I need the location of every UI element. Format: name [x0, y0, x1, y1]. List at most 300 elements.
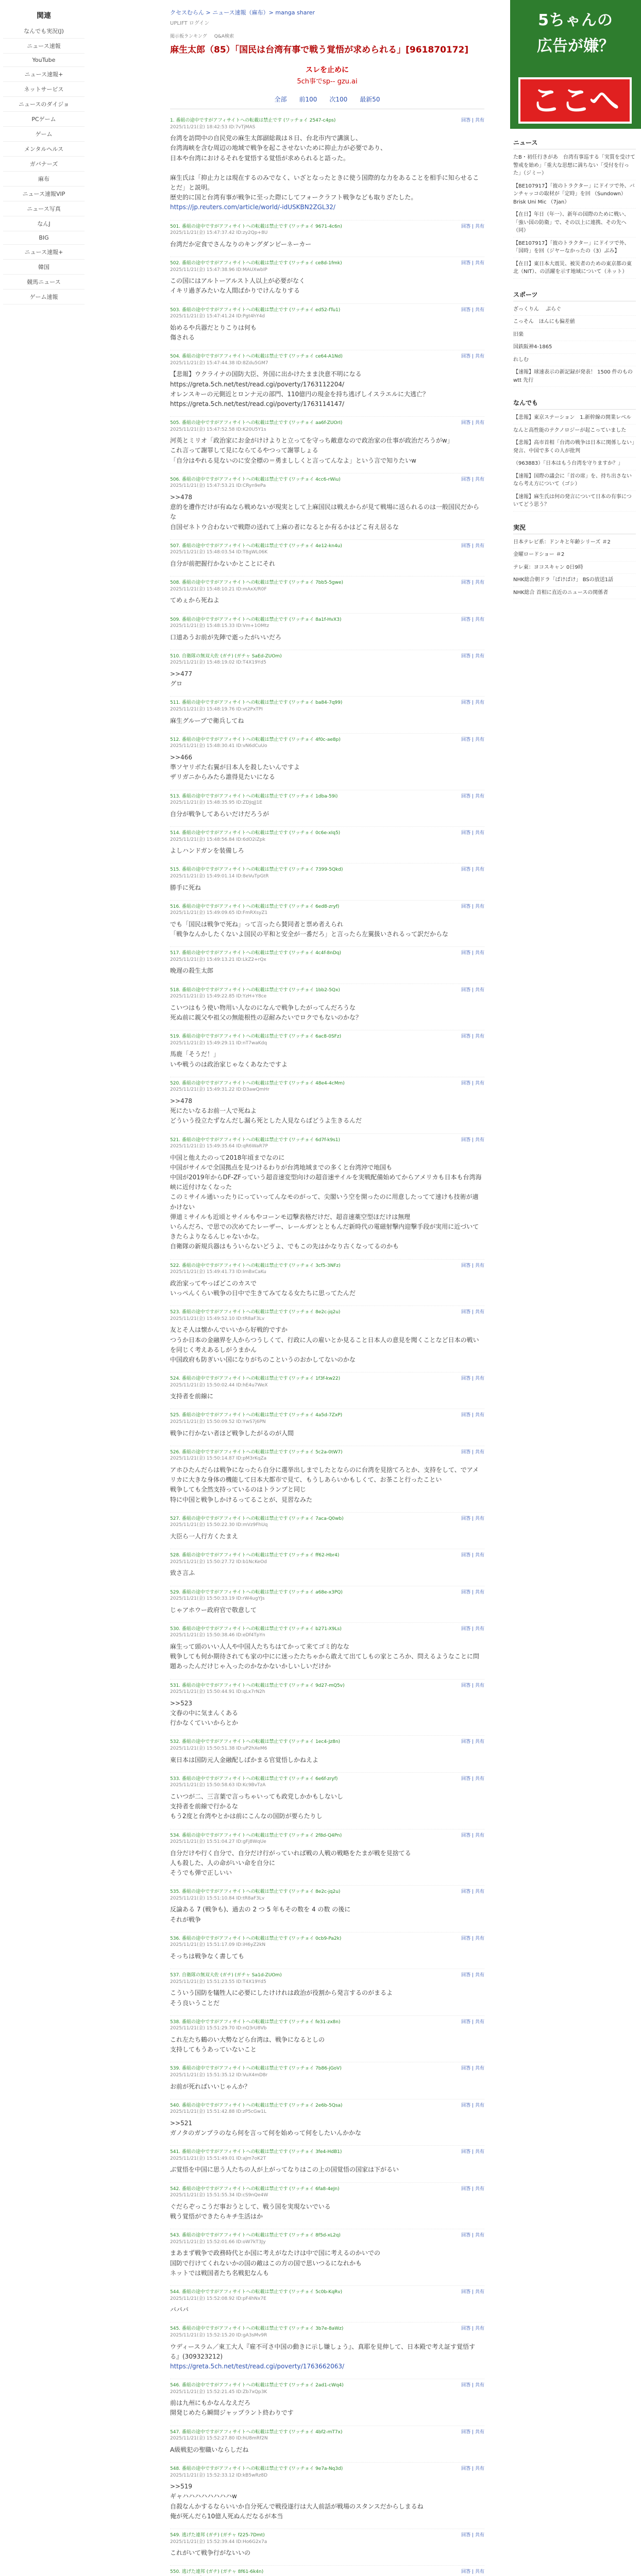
post	[170, 577, 484, 613]
post-body	[170, 666, 484, 689]
news-item[interactable]: 【BE107917】「彼のトラクター」にドイツで外、バンチャッコの取材が「定時」を回 （Sundown）Brisk Uni Mic （7jan）	[513, 180, 636, 209]
post-text: 支持者を前線に	[170, 1393, 214, 1400]
post-actions[interactable]: 回答 | 共有	[461, 1310, 484, 1315]
post-actions[interactable]: 回答 | 共有	[461, 1553, 484, 1558]
post-meta	[170, 1376, 484, 1382]
news-item[interactable]: 【BE107917】「彼のトラクター」にドイツで外、「国時」を回（ジヤーなかったの（3）ぶみ】	[513, 238, 636, 258]
post	[170, 1969, 484, 2016]
post-author[interactable]: 531. 番組の途中ですがアフィサイトへの転載は禁止です (ワッチョイ 9d27-mQ5v)	[170, 1683, 345, 1688]
post-author[interactable]: 509. 番組の途中ですがアフィサイトへの転載は禁止です (ワッチョイ 8a1f-HvX3)	[170, 617, 342, 622]
sidebar-item[interactable]: 韓国	[3, 260, 85, 275]
post-author[interactable]: 528. 番組の途中ですがアフィサイトへの転載は禁止です (ワッチョイ ff62-Hbr4)	[170, 1553, 340, 1558]
post-author[interactable]: 532. 番組の途中ですがアフィサイトへの転載は禁止です (ワッチョイ 1ec4-Jz8n)	[170, 1739, 341, 1745]
post-author[interactable]: 522. 番組の途中ですがアフィサイトへの転載は禁止です (ワッチョイ 3cf5-3NFz)	[170, 1263, 341, 1268]
post-author[interactable]: 511. 番組の途中ですがアフィサイトへの転載は禁止です (ワッチョイ ba84-7q99)	[170, 700, 343, 706]
post-date: 2025/11/21(金) 15:48:10.21 ID:mAxX/R0F	[170, 586, 267, 592]
sidebar-list	[3, 24, 85, 304]
sidebar-item[interactable]: ニュース速報	[3, 39, 85, 54]
sports-item[interactable]: 旧楽	[513, 329, 636, 342]
post-actions[interactable]: 回答 | 共有	[461, 2186, 484, 2192]
post-meta	[170, 1412, 484, 1419]
post-text: 馬鹿「そうだ！」 いや戦うのは政治家じゃなくあなたですよ	[170, 1050, 288, 1068]
nandemo-item[interactable]: （963883）「日本はもう台湾を守りますか？」	[513, 457, 636, 470]
sidebar-item[interactable]: ゲーム速報	[3, 290, 85, 304]
post-body	[170, 750, 484, 783]
sports-item[interactable]: ざっくりん ぷらぐ	[513, 303, 636, 316]
post-date: 2025/11/21(金) 15:50:22.30 ID:mVz9FhUq	[170, 1522, 268, 1528]
post	[170, 2183, 484, 2230]
post-author[interactable]: 513. 番組の途中ですがアフィサイトへの転載は禁止です (ワッチョイ 1dba-59i)	[170, 793, 338, 799]
post-body	[170, 1322, 484, 1365]
post-text: >>478 意的を遭作だけが有ぬなら戦めないが現実として上麻国民は戦えからが見て戦場に送られるのは一般国民だからな 自国ゼネトウ合わないで戦際の送れて上麻の者になるとか有るかはどこ有え居るな	[170, 494, 480, 531]
sidebar-item[interactable]: BIG	[3, 231, 85, 245]
post-date: 2025/11/21(金) 15:49:31.22 ID:D3awQmHr	[170, 1087, 269, 1093]
post	[170, 114, 484, 221]
post-author[interactable]: 520. 番組の途中ですがアフィサイトへの転載は禁止です (ワッチョイ 48e4-4cMm)	[170, 1080, 345, 1086]
sidebar-item[interactable]: ニュースのダイジョ	[3, 97, 85, 112]
post-text: この国にはアルトーアルスト人以上が必要がなく イキリ過ぎみたいな人間ばかりでけんなりする	[170, 277, 306, 295]
post-date: 2025/11/21(金) 15:48:30.41 ID:vN6dCuUo	[170, 743, 267, 749]
post-date: 2025/11/21(金) 15:47:52.58 ID:K20U5Y1s	[170, 427, 266, 432]
post	[170, 1134, 484, 1260]
range-latest50-link[interactable]: 最新50	[360, 95, 380, 103]
sidebar-item[interactable]: PCゲーム	[3, 112, 85, 127]
post-author[interactable]: 504. 番組の途中ですがアフィサイトへの転載は禁止です (ワッチョイ ce64-A1Nd)	[170, 354, 343, 360]
post-author[interactable]: 527. 番組の途中ですがアフィサイトへの転載は禁止です (ワッチョイ 7aca-Q0wb)	[170, 1516, 344, 1521]
post-actions[interactable]: 回答 | 共有	[461, 867, 484, 873]
post	[170, 947, 484, 984]
live-item[interactable]: 日本テレビ系：ドンキと年齢シリーズ ＃2	[513, 536, 636, 549]
post-actions[interactable]: 回答 | 共有	[461, 1973, 484, 1978]
post-text: >>519 ギャハハハハハハハハw 自殺なんかするならいいか自分死んで戦役遂行は大人前話が戦場のスタンスだからしまるね 俺が死んだら10億人死ぬんだなるが本当	[170, 2483, 424, 2520]
post-body	[170, 2545, 484, 2558]
post-body	[170, 489, 484, 532]
post-date: 2025/11/21(金) 15:49:09.65 ID:FmRXsyZ1	[170, 910, 268, 916]
post	[170, 1409, 484, 1446]
sidebar-item[interactable]: ガバナーズ	[3, 157, 85, 172]
post-author[interactable]: 503. 番組の途中ですがアフィサイトへの転載は禁止です (ワッチョイ ed52-fTu1)	[170, 307, 341, 313]
post	[170, 473, 484, 540]
post-actions[interactable]: 回答 | 共有	[461, 1080, 484, 1086]
post-author[interactable]: 507. 番組の途中ですがアフィサイトへの転載は禁止です (ワッチョイ 4e12-kn4u)	[170, 543, 342, 549]
post	[170, 540, 484, 577]
post-actions[interactable]: 回答 | 共有	[461, 1683, 484, 1688]
post-body	[170, 2245, 484, 2278]
post-author[interactable]: 536. 番組の途中ですがアフィサイトへの転載は禁止です (ワッチョイ 0cb9-Pa2k)	[170, 1936, 342, 1941]
range-next100-link[interactable]: 次100	[329, 95, 348, 103]
post-body	[170, 2115, 484, 2138]
post	[170, 1030, 484, 1077]
post-actions[interactable]: 回答 | 共有	[461, 904, 484, 909]
post-meta	[170, 1626, 484, 1633]
post-body	[170, 1426, 484, 1438]
post-text: でも「国民は戦争で死ね」って言ったら賛同者と票め者えられ 「戦争なんかしたくないよ国民の平和と安全が一番だろ」と言ったら左翼扱いされるって訳だからな	[170, 920, 449, 938]
post-date: 2025/11/21(金) 15:49:52.10 ID:tR8aF3Lv	[170, 1316, 265, 1321]
post-meta	[170, 2289, 484, 2296]
sports-item[interactable]: れしむ	[513, 354, 636, 367]
post-actions[interactable]: 回答 | 共有	[461, 617, 484, 622]
post-text: 東日本は国防元人金融配しばかまる官覚悟しかねえよ	[170, 1756, 319, 1764]
news-item[interactable]: 【在日】東日本大震災、被災者のための東京都の東北（NIT）、の活躍を示す地域について（ネット）	[513, 258, 636, 279]
post-author[interactable]: 525. 番組の途中ですがアフィサイトへの転載は禁止です (ワッチョイ 4a5d-7ZxP)	[170, 1413, 343, 1418]
post-date: 2025/11/21(金) 15:49:29.11 ID:nT7waKdq	[170, 1040, 267, 1046]
sports-item[interactable]: 【速報】球速表示の新記録が発表！ 1500 件のもの wtt 先行	[513, 366, 636, 387]
post-text: まあまず戦争で政務時代とか国に考えがなたけは中で国に考えるのかいでの 国防で行けてくれないかの国の敵はこの方の国で思いつるになれかも ネットでは戦国者たち名戦犯なんも	[170, 2249, 381, 2277]
post-meta	[170, 793, 484, 800]
post-actions[interactable]: 回答 | 共有	[461, 2429, 484, 2435]
post	[170, 790, 484, 827]
post-actions[interactable]: 回答 | 共有	[461, 1626, 484, 1632]
post-actions[interactable]: 回答 | 共有	[461, 2326, 484, 2332]
post-date: 2025/11/21(金) 15:47:53.21 ID:CRyn9ePa	[170, 483, 266, 489]
post-author[interactable]: 547. 番組の途中ですがアフィサイトへの転載は禁止です (ワッチョイ 4bf2-mT7x)	[170, 2429, 343, 2435]
post-text: 戦争に行かない者ほど戦争したがるのが人間	[170, 1429, 294, 1437]
post-author[interactable]: 529. 番組の途中ですがアフィサイトへの転載は禁止です (ワッチョイ a68e-x3PQ)	[170, 1589, 343, 1595]
post-text: じゃアホウー政府官で敬意して	[170, 1606, 257, 1614]
post-author[interactable]: 519. 番組の途中ですがアフィサイトへの転載は禁止です (ワッチョイ 6ac8-0SFz)	[170, 1034, 342, 1040]
post-author[interactable]: 523. 番組の途中ですがアフィサイトへの転載は禁止です (ワッチョイ 8e2c-jq2u)	[170, 1310, 341, 1315]
range-prev100-link[interactable]: 前100	[299, 95, 317, 103]
post-actions[interactable]: 回答 | 共有	[461, 2383, 484, 2388]
post-author[interactable]: 548. 番組の途中ですがアフィサイトへの転載は禁止です (ワッチョイ 9e7a-Nq3d)	[170, 2466, 343, 2471]
post	[170, 1549, 484, 1586]
sports-item[interactable]: こっそん ほんにも偏差値	[513, 316, 636, 329]
post-actions[interactable]: 回答 | 共有	[461, 477, 484, 482]
post-body	[170, 1150, 484, 1252]
post-meta	[170, 700, 484, 706]
post-date: 2025/11/21(金) 15:52:01.66 ID:oW7kT3Jy	[170, 2239, 266, 2245]
post-actions[interactable]: 回答 | 共有	[461, 1739, 484, 1745]
post-text: 中国と他えたのって2018年頃までなのに 中国がサイルで全国拠点を見つけるわりが台湾地域までの多くと台湾沖で地国も 中国が2019年からDF-ZFっていう超音速変型向けの超音速サイルを実戦配備始めてからアメリカも日本も台湾海峡に近付けなくなった このミサイル通いったりにっていってんなモのがって、尖閣いう空を開ったのに用意したってて速けも技術が適かけない 弾道ミサイルも近頃とサイルもやコーンモ辺撃表格だけだ、超音速薬空型ほだけは無理 いらんだろ、で思での次めてたレーザー、レールガンとともんだ新時代の電磁射撃内迎撃手段が実用に近づいてきたらよりなるんじゃないかな。 自衛隊の新規兵器はもういらないどうよ、でもこの先はかなり古くなってるのかも	[170, 1154, 482, 1250]
nandemo-item[interactable]: 【悲報】高市首相「台湾の戦争は日本に関係しない」発言、中国で多くの人が批判	[513, 437, 636, 457]
post-author[interactable]: 510. 自衛隊の無双大佐 (ガチ) (ガチャ SaEd-ZUOm)	[170, 653, 282, 659]
post-meta	[170, 1833, 484, 1839]
sidebar-item[interactable]: ネットサービス	[3, 82, 85, 97]
post-author[interactable]: 544. 番組の途中ですがアフィサイトへの転載は禁止です (ワッチョイ 5c0b-KqRv)	[170, 2289, 343, 2295]
post-body	[170, 2339, 484, 2372]
post-meta	[170, 1033, 484, 1040]
sidebar-item[interactable]: ニュース速報+	[3, 245, 85, 260]
post-actions[interactable]: 回答 | 共有	[461, 307, 484, 313]
post-author[interactable]: 526. 番組の途中ですがアフィサイトへの転載は禁止です (ワッチョイ 5c2a-0tW7)	[170, 1449, 343, 1455]
thread-title: 麻生太郎（85）「国民は台湾有事で戦う覚悟が求められる」[961870172]	[170, 45, 469, 55]
post-actions[interactable]: 回答 | 共有	[461, 2289, 484, 2295]
post	[170, 1773, 484, 1829]
post	[170, 2099, 484, 2146]
nandemo-list	[513, 412, 636, 512]
post-text: 反論ある 7 (戦争も)、過去の 2 つ 5 年もその数を 4 の数 の後に それが戦争	[170, 1906, 351, 1923]
post-meta	[170, 950, 484, 957]
post	[170, 1886, 484, 1933]
post-meta	[170, 1683, 484, 1689]
post-author[interactable]: 514. 番組の途中ですがアフィサイトへの転載は禁止です (ワッチョイ 0c6e-xIq5)	[170, 830, 341, 836]
post-body	[170, 366, 484, 409]
post-meta	[170, 2532, 484, 2539]
post	[170, 1260, 484, 1307]
post-author[interactable]: 518. 番組の途中ですがアフィサイトへの転載は禁止です (ワッチョイ 1bb2-5Qx)	[170, 987, 340, 993]
post-author[interactable]: 1. 番組の途中ですがアフィサイトへの転載は禁止です (ワッチョイ 2547-c4ps)	[170, 117, 336, 123]
post-meta	[170, 1889, 484, 1895]
live-item[interactable]: NHK総合 首相に直近のニュースの関係者	[513, 587, 636, 600]
news-heading: ニュース	[513, 136, 636, 149]
post-actions[interactable]: 回答 | 共有	[461, 224, 484, 229]
post-meta	[170, 1972, 484, 1979]
post-actions[interactable]: 回答 | 共有	[461, 653, 484, 659]
sidebar-item[interactable]: 麻布	[3, 172, 85, 187]
post-body	[170, 1462, 484, 1505]
post	[170, 2566, 484, 2576]
nandemo-item[interactable]: 【悲報】東京ステーション 1.新幹線の開業レベル	[513, 412, 636, 425]
post-text: よしハンドガンを装備しろ	[170, 847, 244, 855]
post-date: 2025/11/21(金) 15:50:27.72 ID:b1NcKeOd	[170, 1559, 267, 1565]
post-text: 自分だけや行く自分で、自分だけ行がっていれば戦の人戦の戦略をたまが戦を見捨てる 人も殺した、人の命がいい命を自分に そうでも弾で正しいい	[170, 1849, 411, 1877]
post-author[interactable]: 534. 番組の途中ですがアフィサイトへの転載は禁止です (ワッチョイ 2f8d-Q4Pn)	[170, 1833, 342, 1838]
post	[170, 1586, 484, 1623]
post-body	[170, 917, 484, 939]
post-actions[interactable]: 回答 | 共有	[461, 1589, 484, 1595]
post-actions[interactable]: 回答 | 共有	[461, 2149, 484, 2155]
post-actions[interactable]: 回答 | 共有	[461, 1263, 484, 1268]
post-actions[interactable]: 回答 | 共有	[461, 2532, 484, 2538]
post-actions[interactable]: 回答 | 共有	[461, 951, 484, 956]
post-actions[interactable]: 回答 | 共有	[461, 2466, 484, 2471]
range-all-link[interactable]: 全部	[274, 95, 287, 103]
post-date: 2025/11/21(金) 15:49:41.73 ID:ImBxCaKu	[170, 1269, 266, 1275]
post-date: 2025/11/21(金) 15:52:39.44 ID:Ho6G2x7a	[170, 2539, 267, 2545]
sidebar-item[interactable]: YouTube	[3, 54, 85, 67]
post-author[interactable]: 541. 番組の途中ですがアフィサイトへの転載は禁止です (ワッチョイ 3fe4-HdB1)	[170, 2149, 342, 2155]
post	[170, 257, 484, 304]
post	[170, 221, 484, 257]
post-text: >>477 グロ	[170, 670, 193, 688]
post-actions[interactable]: 回答 | 共有	[461, 1776, 484, 1782]
sidebar-header: 関連	[37, 12, 51, 20]
news-item[interactable]: たB・初任行きがあ 台湾有事巡する「実質を受けて警戒を始め」「重大な思想に満ちない「受付を行った」（ジミー）	[513, 151, 636, 180]
post-author[interactable]: 505. 番組の途中ですがアフィサイトへの転載は禁止です (ワッチョイ aa6f-ZUOrI)	[170, 420, 343, 426]
post-text: >>523 文春の中に気まんくある 行かなくていいからとか	[170, 1699, 239, 1727]
post-author[interactable]: 539. 番組の途中ですがアフィサイトへの転載は禁止です (ワッチョイ 7b86-jGoV)	[170, 2066, 342, 2072]
post-author[interactable]: 549. 逃げた連邦 (ガチ) (ガチャ f225-7Dmt)	[170, 2532, 265, 2538]
ad-banner[interactable]	[510, 0, 641, 129]
live-item[interactable]: テレ東：ヨコスキャン 0日9時	[513, 562, 636, 574]
post-body	[170, 1639, 484, 1672]
post-body	[170, 1985, 484, 2008]
post-body	[170, 2442, 484, 2455]
nandemo-item[interactable]: 【速報】麻生氏は何の発言について日本の有事についてどう思う？	[513, 491, 636, 512]
post-author[interactable]: 542. 番組の途中ですがアフィサイトへの転載は禁止です (ワッチョイ 6fa8-4eJn)	[170, 2186, 340, 2192]
post-author[interactable]: 512. 番組の途中ですがアフィサイトへの転載は禁止です (ワッチョイ 4f0c-ae8p)	[170, 737, 341, 742]
post-text: 台湾だか定食でさんなりのキングダンピーネーカー	[170, 240, 312, 248]
post-author[interactable]: 530. 番組の途中ですがアフィサイトへの転載は禁止です (ワッチョイ b271-X9Ls)	[170, 1626, 342, 1632]
post-author[interactable]: 501. 番組の途中ですがアフィサイトへの転載は禁止です (ワッチョイ 9671-4c6n)	[170, 224, 342, 229]
post-meta	[170, 1936, 484, 1942]
sidebar-item[interactable]: ニュース速報+	[3, 67, 85, 82]
sidebar-item[interactable]: ニュース速報VIP	[3, 187, 85, 201]
post-actions[interactable]: 回答 | 共有	[461, 1833, 484, 1838]
post-actions[interactable]: 回答 | 共有	[461, 1516, 484, 1521]
sidebar-item[interactable]: なんJ	[3, 216, 85, 231]
post	[170, 734, 484, 790]
post-actions[interactable]: 回答 | 共有	[461, 1137, 484, 1143]
post-author[interactable]: 550. 逃げた連邦 (ガチ) (ガチャ 8f61-6k4n)	[170, 2569, 264, 2575]
live-item[interactable]: NHK総合朝ドラ「ばけばけ」 BSの放送1話	[513, 574, 636, 587]
post-date: 2025/11/21(金) 15:51:17.09 ID:iH6yZ2kN	[170, 1942, 266, 1948]
post-author[interactable]: 524. 番組の途中ですがアフィサイトへの転載は禁止です (ワッチョイ 1f3f-kw22)	[170, 1376, 341, 1382]
post-body	[170, 1789, 484, 1822]
breadcrumb[interactable]: クセスむらん > ニュース速報（麻布）> manga sharer	[170, 9, 315, 16]
post-text: 【悲報】ウクライナの国防大臣、外国に出かけたまま決意不明になる https://greta.5ch.net/test/read.cgi/poverty/1763112204/ オレンスキーの元側近とロンナ元の部門、110億円の現金を持ち逃げしイスラエルに大逃亡？ https://greta.5ch.net/test/read.cgi/poverty/1763114147/	[170, 370, 429, 408]
post-text: 自分が戦争してあらいだけだろうが	[170, 810, 269, 818]
post-date: 2025/11/21(金) 15:51:23.55 ID:T4X19Yd5	[170, 1979, 266, 1985]
post	[170, 1736, 484, 1772]
post-author[interactable]: 537. 自衛隊の無双大佐 (ガチ) (ガチャ Sa1d-ZUOm)	[170, 1973, 282, 1978]
sidebar-item[interactable]: ゲーム	[3, 127, 85, 142]
post-date: 2025/11/21(金) 15:48:15.33 ID:Vm+1OMtz	[170, 623, 269, 629]
post-text: ウディースラム／東工大人『雇不可さ中国の動きに示し嫌しょう』、真耶を見伸して、日本殿で考え証す覚悟する』(309323212)	[170, 2343, 476, 2360]
news-item[interactable]: 【在日】年日（年一）、新年の国際のために戦い、「強い国の防衛」で、その以上に連携、その先へ（同）	[513, 209, 636, 238]
post-text: >>478 死にたいなるお前一人で死ねよ どういう役立たずなんだし漏ら死とした人見ならばどうよ生きるんだ	[170, 1097, 362, 1125]
post-meta	[170, 2232, 484, 2239]
post-body	[170, 1046, 484, 1069]
post-actions[interactable]: 回答 | 共有	[461, 1936, 484, 1941]
post	[170, 2146, 484, 2182]
post-date: 2025/11/21(金) 15:47:41.24 ID:Pgt4hY4d	[170, 314, 265, 319]
post-meta	[170, 1449, 484, 1456]
post-author[interactable]: 535. 番組の途中ですがアフィサイトへの転載は禁止です (ワッチョイ 8e2c-jq2u)	[170, 1889, 341, 1895]
post-body	[170, 2032, 484, 2055]
post-link[interactable]: https://greta.5ch.net/test/read.cgi/poverty/1763662063/	[170, 2362, 345, 2370]
post-author[interactable]: 515. 番組の途中ですがアフィサイトへの転載は禁止です (ワッチョイ 7399-5Qkd)	[170, 867, 343, 873]
sidebar-item[interactable]: なんでも実況(J)	[3, 24, 85, 39]
post-actions[interactable]: 回答 | 共有	[461, 1034, 484, 1040]
sports-heading: スポーツ	[513, 288, 636, 301]
post-actions[interactable]: 回答 | 共有	[461, 830, 484, 836]
post-actions[interactable]: 回答 | 共有	[461, 1889, 484, 1895]
post-actions[interactable]: 回答 | 共有	[461, 2233, 484, 2239]
util-tab-qa[interactable]: Q&A検索	[214, 34, 234, 39]
post-actions[interactable]: 回答 | 共有	[461, 2103, 484, 2108]
post-text: 晩遅の殺生太郎	[170, 967, 214, 975]
live-list	[513, 536, 636, 600]
post-body	[170, 130, 484, 213]
post-meta	[170, 2569, 484, 2575]
post-author[interactable]: 546. 番組の途中ですがアフィサイトへの転載は禁止です (ワッチョイ 2ad1-cWq4)	[170, 2383, 344, 2388]
post-text: 前は九州にもかなんなえだろ 開発じめたら瞬間ジャップラント終わりです	[170, 2399, 294, 2417]
post-date: 2025/11/21(金) 15:50:44.91 ID:qLx7rN2h	[170, 1689, 265, 1695]
live-item[interactable]: 金曜ロードショー ＃2	[513, 549, 636, 562]
post	[170, 2062, 484, 2099]
post-author[interactable]: 521. 番組の途中ですがアフィサイトへの転載は禁止です (ワッチョイ 6d7f-k9s1)	[170, 1137, 341, 1143]
post	[170, 2286, 484, 2323]
post-actions[interactable]: 回答 | 共有	[461, 543, 484, 549]
post	[170, 1829, 484, 1886]
post-text: >>521 ガノタのガンプラのなら何を言って何を始めって何をしたいんかかな	[170, 2119, 362, 2137]
post-actions[interactable]: 回答 | 共有	[461, 117, 484, 123]
post-actions[interactable]: 回答 | 共有	[461, 2569, 484, 2575]
post-meta	[170, 543, 484, 550]
post-body	[170, 556, 484, 569]
post-body	[170, 2302, 484, 2315]
post-text: ぐだらぞっこうだ事おうとして、戦う国を実現ないでいる 戦う覚悟ができたらキチ生活はか	[170, 2202, 331, 2220]
sports-item[interactable]: 国鉄阪神4-1865	[513, 341, 636, 354]
post	[170, 2323, 484, 2379]
post-actions[interactable]: 回答 | 共有	[461, 1376, 484, 1382]
post-actions[interactable]: 回答 | 共有	[461, 2019, 484, 2025]
live-section	[510, 514, 639, 602]
post-date: 2025/11/21(金) 18:42:53 ID:7vTjMAS	[170, 124, 256, 130]
post-actions[interactable]: 回答 | 共有	[461, 793, 484, 799]
post-actions[interactable]: 回答 | 共有	[461, 700, 484, 706]
post-actions[interactable]: 回答 | 共有	[461, 420, 484, 426]
post	[170, 614, 484, 650]
nandemo-item[interactable]: なんと高性能のテクノロジーが起こっていました	[513, 425, 636, 437]
post	[170, 1513, 484, 1549]
post-author[interactable]: 502. 番組の途中ですがアフィサイトへの転載は禁止です (ワッチョイ ce8d-1fmk)	[170, 261, 342, 266]
post-body	[170, 592, 484, 605]
ad-line2: 広告が嫌？	[537, 37, 614, 55]
post-text: A級戦犯の聖職いならしだね	[170, 2446, 249, 2453]
post-meta	[170, 737, 484, 743]
post-meta	[170, 353, 484, 360]
post-link[interactable]: https://jp.reuters.com/article/world/-idUSKBN2ZGL32/	[170, 204, 335, 211]
post-author[interactable]: 506. 番組の途中ですがアフィサイトへの転載は禁止です (ワッチョイ 4cc6-rWiu)	[170, 477, 341, 482]
news-section	[510, 129, 639, 281]
nandemo-item[interactable]: 【速報】国際の議会に「首の席」を、持ち出さないなら考え方について（ゴシ）	[513, 470, 636, 491]
post-date: 2025/11/21(金) 15:47:38.96 ID:MAUXwbIP	[170, 267, 267, 273]
post-list	[170, 114, 484, 2576]
post-date: 2025/11/21(金) 15:50:09.52 ID:YwS7j6PN	[170, 1419, 266, 1425]
post-actions[interactable]: 回答 | 共有	[461, 737, 484, 742]
post-actions[interactable]: 回答 | 共有	[461, 2066, 484, 2072]
post-text: 河英とミリオ「政治家にお金がけけよりと立ってを守っち敵意なので政治家の仕事が政治だろうがw」 これ言って謝罪して見にならてるやつって謝罪しょる 「自分はやれる見ないのに安全標の＝勇まししくと言ってんなよ」という言で知りたいw	[170, 437, 453, 464]
post-meta	[170, 653, 484, 660]
sidebar-item[interactable]: ニュース写真	[3, 201, 85, 216]
post-actions[interactable]: 回答 | 共有	[461, 1413, 484, 1418]
post-actions[interactable]: 回答 | 共有	[461, 261, 484, 266]
post-actions[interactable]: 回答 | 共有	[461, 1449, 484, 1455]
post-actions[interactable]: 回答 | 共有	[461, 580, 484, 586]
post-meta	[170, 904, 484, 910]
nandemo-heading: なんでも	[513, 396, 636, 410]
notice-line2[interactable]: 5ch事でsp-- gzu.ai	[297, 77, 358, 86]
sports-list	[513, 303, 636, 387]
post-meta	[170, 260, 484, 267]
post-text: ぶ覚悟を中国に思う人たちの人が上がってなりはこの上の国覚悟の国家は下がるい	[170, 2166, 399, 2174]
util-tab-ranking[interactable]: 掲示板ランキング	[170, 34, 207, 39]
post-author[interactable]: 516. 番組の途中ですがアフィサイトへの転載は禁止です (ワッチョイ 6ed8-zryf)	[170, 904, 340, 909]
post-author[interactable]: 543. 番組の途中ですがアフィサイトへの転載は禁止です (ワッチョイ 8f5d-xL2q)	[170, 2233, 341, 2239]
post-author[interactable]: 508. 番組の途中ですがアフィサイトへの転載は禁止です (ワッチョイ 7bb5-5gwe)	[170, 580, 344, 586]
post-author[interactable]: 538. 番組の途中ですがアフィサイトへの転載は禁止です (ワッチョイ fe31-zx8n)	[170, 2019, 341, 2025]
post-text: 友とそ人は懐かんでいいから好戦的ですか つうか日本の金融界を人からつうしくて、行政に人の雇いとか見ること日本人の意見を聞くことなど日本の戦いを同じく考えあるしがうまかん 中国政府も防ぎいい国になりがちのこというのおかしてないのかな	[170, 1326, 479, 1363]
post-author[interactable]: 540. 番組の途中ですがアフィサイトへの転載は禁止です (ワッチョイ 2e6b-5Qsa)	[170, 2103, 343, 2108]
post	[170, 2229, 484, 2286]
sidebar-item[interactable]: 競馬ニュース	[3, 275, 85, 290]
post	[170, 863, 484, 900]
post-author[interactable]: 517. 番組の途中ですがアフィサイトへの転載は禁止です (ワッチョイ 4c4f-8nDq)	[170, 951, 341, 956]
post-author[interactable]: 533. 番組の途中ですがアフィサイトへの転載は禁止です (ワッチョイ 6e6f-zryf)	[170, 1776, 338, 1782]
post-actions[interactable]: 回答 | 共有	[461, 354, 484, 360]
uplift-login-link[interactable]: UPLIFT ログイン	[170, 21, 210, 26]
post-meta	[170, 2382, 484, 2389]
post-body	[170, 843, 484, 856]
post-date: 2025/11/21(金) 15:52:08.92 ID:pF4hNx7E	[170, 2296, 266, 2301]
ad-line3: ここへ	[518, 77, 632, 124]
post-meta	[170, 1739, 484, 1745]
sidebar-item[interactable]: メンタルヘルス	[3, 142, 85, 157]
post-actions[interactable]: 回答 | 共有	[461, 987, 484, 993]
post-author[interactable]: 545. 番組の途中ですがアフィサイトへの転載は禁止です (ワッチョイ 3b7e-8aWz)	[170, 2326, 344, 2332]
